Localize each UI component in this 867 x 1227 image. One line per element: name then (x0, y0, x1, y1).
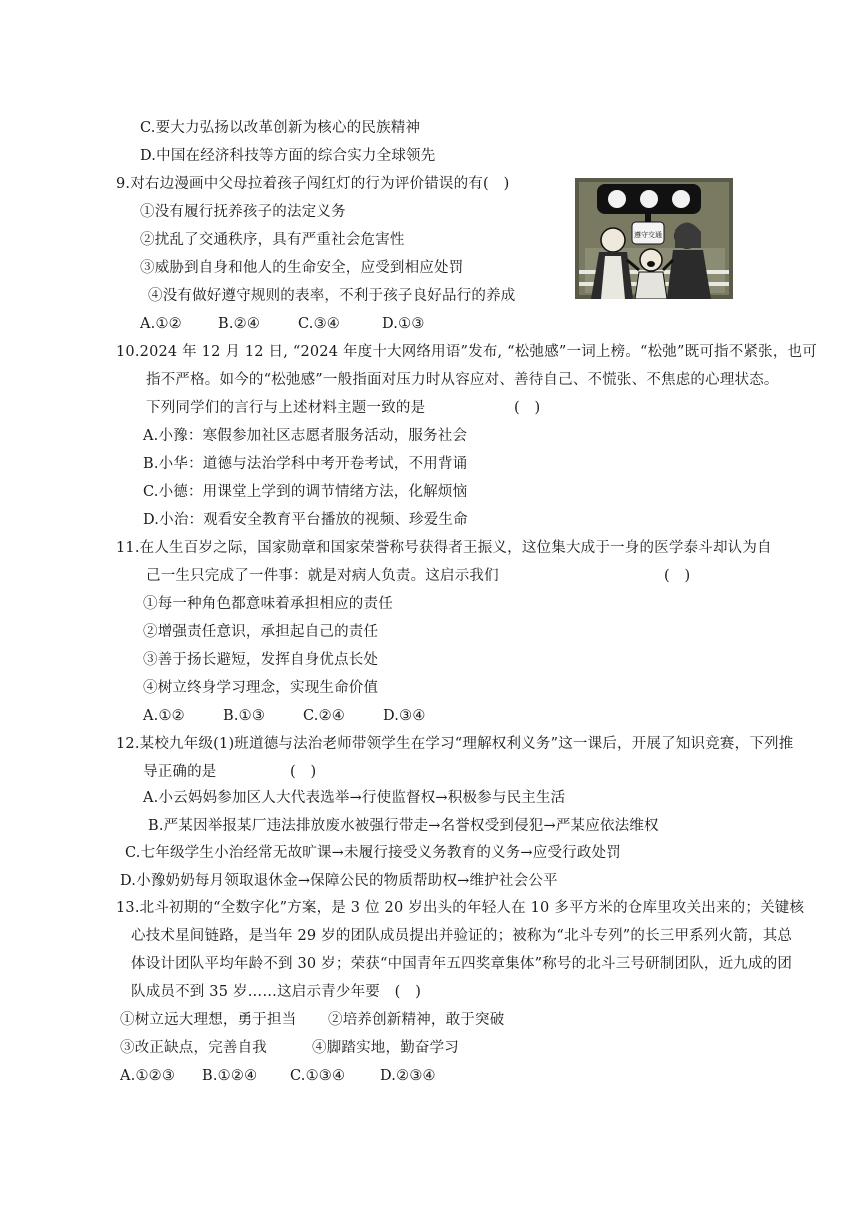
q11-option-b: B.①③ (223, 708, 266, 724)
q13-option-c: C.①③④ (290, 1068, 346, 1084)
q11-stem-1: 11.在人生百岁之际，国家勋章和国家荣誉称号获得者王振义，这位集大成于一身的医学泰斗却认为自 (116, 540, 772, 556)
q11-item-2: ②增强责任意识，承担起自己的责任 (143, 624, 379, 640)
line-option-d: D.中国在经济科技等方面的综合实力全球领先 (140, 148, 436, 164)
q13-stem-2: 心技术星间链路，是当年 29 岁的团队成员提出并验证的；被称为“北斗专列”的长三甲系列火箭，其总 (131, 928, 793, 944)
q13-stem-3: 体设计团队平均年龄不到 30 岁；荣获“中国青年五四奖章集体”称号的北斗三号研制团队，近九成的团 (131, 956, 793, 972)
q12-option-d: D.小豫奶奶每月领取退休金→保障公民的物质帮助权→维护社会公平 (120, 873, 558, 889)
q13-stem-1: 13.北斗初期的“全数字化”方案，是 3 位 20 岁出头的年轻人在 10 多平方米的仓库里攻关出来的；关键核 (116, 900, 805, 916)
q12-stem-2: 导正确的是 (143, 764, 217, 780)
q11-item-4: ④树立终身学习理念，实现生命价值 (143, 680, 379, 696)
q13-items-row-2 (120, 1038, 459, 1058)
q13-item-3: ③改正缺点，完善自我 (120, 1040, 267, 1056)
q10-option-c: C.小德：用课堂上学到的调节情绪方法，化解烦恼 (143, 484, 468, 500)
q9-options (140, 314, 425, 334)
q10-option-b: B.小华：道德与法治学科中考开卷考试，不用背诵 (143, 456, 468, 472)
q9-option-a: A.①② (140, 316, 182, 332)
q9-option-b: B.②④ (218, 316, 261, 332)
q9-option-d: D.①③ (382, 316, 425, 332)
q12-option-b: B.严某因举报某厂违法排放废水被强行带走→名誉权受到侵犯→严某应依法维权 (148, 818, 659, 834)
q9-stem: 9.对右边漫画中父母拉着孩子闯红灯的行为评价错误的有( ) (116, 176, 510, 192)
q12-option-a: A.小云妈妈参加区人大代表选举→行使监督权→积极参与民主生活 (143, 790, 566, 806)
q9-item-3: ③威胁到自身和他人的生命安全，应受到相应处罚 (140, 260, 464, 276)
q13-option-d: D.②③④ (380, 1068, 436, 1084)
q9-item-1: ①没有履行抚养孩子的法定义务 (140, 204, 346, 220)
q12-stem-1: 12.某校九年级(1)班道德与法治老师带领学生在学习“理解权利义务”这一课后，开展了知识竞赛，下列推 (116, 736, 794, 752)
traffic-light-cartoon (575, 178, 733, 299)
q11-options (143, 706, 426, 726)
q13-option-a: A.①②③ (120, 1068, 176, 1084)
q10-option-a: A.小豫：寒假参加社区志愿者服务活动，服务社会 (143, 428, 468, 444)
q11-stem-2: 己一生只完成了一件事：就是对病人负责。这启示我们 (146, 568, 499, 584)
q13-stem-4: 队成员不到 35 岁……这启示青少年要 ( ) (131, 984, 422, 1000)
q9-item-2: ②扰乱了交通秩序，具有严重社会危害性 (140, 232, 405, 248)
q12-answer-paren: ( ) (290, 764, 317, 780)
q13-options (120, 1066, 436, 1086)
q13-item-4: ④脚踏实地，勤奋学习 (312, 1040, 459, 1056)
q13-item-1: ①树立远大理想，勇于担当 (120, 1012, 297, 1028)
q10-stem-1: 10.2024 年 12 月 12 日, “2024 年度十大网络用语”发布, “松弛感”一词上榜。“松弛”既可指不紧张，也可 (116, 344, 817, 360)
q11-item-3: ③善于扬长避短，发挥自身优点长处 (143, 652, 379, 668)
q13-option-b: B.①②④ (202, 1068, 258, 1084)
q11-option-d: D.③④ (383, 708, 426, 724)
q10-stem-2: 指不严格。如今的“松弛感”一般指面对压力时从容应对、善待自己、不慌张、不焦虑的心理状态。 (146, 372, 779, 388)
line-option-c: C.要大力弘扬以改革创新为核心的民族精神 (140, 120, 421, 136)
q11-answer-paren: ( ) (664, 568, 691, 584)
q11-option-c: C.②④ (303, 708, 345, 724)
sign-text: 遵守交通 (634, 231, 662, 239)
q10-option-d: D.小治：观看安全教育平台播放的视频、珍爱生命 (143, 512, 468, 528)
q9-item-4: ④没有做好遵守规则的表率，不利于孩子良好品行的养成 (148, 288, 516, 304)
q13-items-row-1 (120, 1010, 504, 1030)
q9-option-c: C.③④ (298, 316, 340, 332)
q10-answer-paren: ( ) (514, 400, 541, 416)
q11-item-1: ①每一种角色都意味着承担相应的责任 (143, 596, 393, 612)
q12-option-c: C.七年级学生小治经常无故旷课→未履行接受义务教育的义务→应受行政处罚 (125, 845, 621, 861)
q10-stem-3: 下列同学们的言行与上述材料主题一致的是 (146, 400, 426, 416)
q13-item-2: ②培养创新精神，敢于突破 (328, 1012, 505, 1028)
q11-option-a: A.①② (143, 708, 185, 724)
